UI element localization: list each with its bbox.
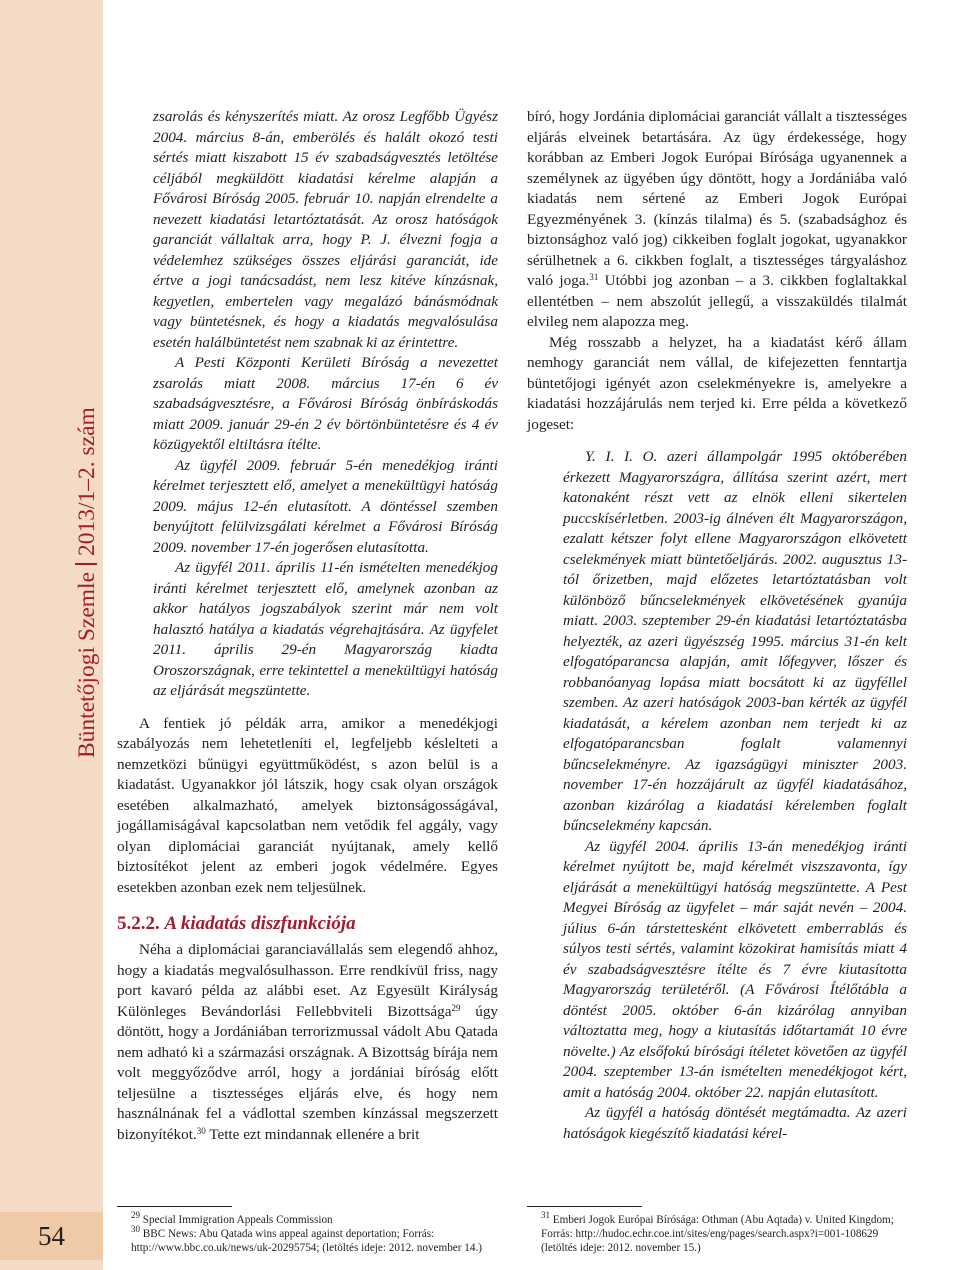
footnote-ref: 29 <box>451 1002 461 1013</box>
issue-label: 2013/1–2. szám <box>74 407 100 556</box>
footnote: $^{30}$ BBC News: Abu Qatada wins appeal against deportation; Forrás: http://www.bbc.co.uk/news/uk-20295754; (letöltés ideje: 2012. november 14.) <box>131 1224 482 1254</box>
journal-name: Büntetőjogi Szemle <box>74 571 100 758</box>
case-paragraph: Az ügyfél 2009. február 5-én menedékjog iránti kérelmet terjesztett elő, amelyet a menekültügyi hatóság 2009. május 12-én elutasított. A döntéssel szemben benyújtott felülvizsgálati kérelmet a Fővárosi Bíróság 2009. november 17-én jogerősen elutasította. <box>153 456 498 556</box>
body-paragraph: Még rosszabb a helyzet, ha a kiadatást kérő állam nemhogy garanciát nem vállal, de kifejezetten fenntartja büntetőjogi igényét azon cselekményekre is, amelyekre a kiadatási hozzájárulás nem terjed ki. Erre példa a következő jogeset: <box>527 333 907 433</box>
case-paragraph: zsarolás és kényszerítés miatt. Az orosz Legfőbb Ügyész 2004. március 8-án, emberölés és halált okozó testi sértés miatt kiszabott 15 év szabadságvesztés letöltése céljából megküldött kiadatási kérelme alapján a Fővárosi Bíróság 2005. február 10. napján elrendelte a nevezett kiadatási letartóztatását. Az orosz hatóságok garanciát vállaltak arra, hogy P. J. élvezni fogja a védelemhez szükséges összes eljárási garanciát, ide értve a jogi tanácsadást, nem lesz kitéve kínzásnak, kegyetlen, embertelen vagy megalázó bánásmódnak vagy büntetésnek, és hogy a kiadatás megvalósulása esetén halálbüntetést nem szabnak ki az érintettre. <box>153 108 498 351</box>
footnote-rule <box>117 1206 232 1207</box>
footnotes-right <box>527 1210 907 1255</box>
case-paragraph: Az ügyfél 2011. április 11-én ismételten menedékjog iránti kérelmet terjesztett elő, amelynek azonban az akkor hatályos jogszabályok szerint már nem volt halasztó hatálya a kiadatás végrehajtására. Az ügyfelet 2011. április 29-én Magyarország kiadta Oroszországnak, erre tekintettel a menekültügyi hatóság az eljárását megszüntette. <box>153 559 498 699</box>
footnote: $^{31}$ Emberi Jogok Európai Bírósága: Othman (Abu Aqtada) v. United Kingdom; Forrás: http://hudoc.echr.coe.int/sites/eng/pages/search.aspx?i=001-108629 (letöltés ideje: 2012. november 15.) <box>541 1210 894 1254</box>
section-heading <box>117 912 498 936</box>
title-separator <box>75 563 97 565</box>
case-paragraph: A Pesti Központi Kerületi Bíróság a nevezettet zsarolás miatt 2008. március 17-én 6 év szabadságvesztésre, a Fővárosi Bíróság önbíráskodás miatt 2009. január 29-én 2 év börtönbüntetésre és 4 év közügyektől eltiltásra ítélte. <box>153 354 498 453</box>
body-paragraph: bíró, hogy Jordánia diplomáciai garanciát vállalt a tisztességes eljárás elveinek betartására. Az ügy érdekessége, hogy korábban az Emberi Jogok Európai Bírósága ugyanennek a személynek az ügyében úgy döntött, hogy a Jordániába való kiadatás nem sértené az Emberi Jogok Európai Egyezményének 3. (kínzás tilalma) és 5. (szabadsághoz és biztonsághoz való jog) cikkeiben foglalt jogokat, ugyanakkor sérülhetnek a 6. cikkben foglalt, a tisztességes tárgyaláshoz való joga.$^{31}$ Utóbbi jog azonban – a 3. cikkben foglaltakkal ellentétben – nem abszolút jellegű, a visszaküldés tilalmát elvileg nem alapozza meg. <box>527 108 907 330</box>
case-paragraph: Y. I. I. O. azeri állampolgár 1995 októberében érkezett Magyarországra, állítása szerint azért, mert katonaként részt vett az elnök elleni sikertelen puccskísérletben. 2003-ig álnéven élt Magyarországon, ezalatt kétszer folyt ellene Magyarországon elkövetett cselekmények miatt büntetőeljárás. 2002. augusztus 13-tól őrizetben, majd előzetes letartóztatásban volt különböző bűncselekmények elkövetésének gyanúja miatt. 2003. szeptember 29-én kiadatási letartóztatásba helyezték, az azeri ügyészség 1995. március 31-én kelt elfogatóparancsa alapján, amit lőfegyver, lőszer és robbanóanyag lopása miatt bocsátott ki az ügyféllel szemben. Az azeri hatóságok 2003-ban kérték az ügyfél kiadatását, a kérelem azonban nem terjedt ki az elfogatóparancsban foglalt valamennyi bűncselekményre. Az igazságügyi miniszter 2003. november 17-én hozzájárult az ügyfél kiadatásához, azonban kizárólag a kiadatási kérelemben foglalt bűncselekmény kapcsán. <box>563 448 907 834</box>
left-column <box>117 107 498 1145</box>
case-paragraph: Az ügyfél 2004. április 13-án menedékjog iránti kérelmet nyújtott be, majd kérelmét viszszavonta, így eljárását a menekültügyi hatóság megszüntette. A Pest Megyei Bíróság az ügyfelet – már saját nevén – 2004. július 6-án társtettesként elkövetett emberrablás és súlyos testi sértés, valamint közokirat hamisítás miatt 4 év szabadságvesztésre ítélte és 7 évre kiutasította Magyarország területéről. (A Fővárosi Ítélőtábla a döntést 2005. október 6-án kizárólag annyiban változtatta meg, hogy a kiutasítás időtartamát 10 évre növelte.) Az elsőfokú bírósági ítéletet követően az ügyfél 2004. szeptember 13-án ismételten menedékjogot kért, amit a hatóság 2004. október 22. napján elutasított. <box>563 837 907 1101</box>
body-paragraph: Néha a diplomáciai garanciavállalás sem elegendő ahhoz, hogy a kiadatás megvalósulhasson. Erre rendkívül friss, nagy port kavaró példa az alábbi eset. Az Egyesült Királyság Különleges Bevándorlási Fellebbviteli Bizottsága$^{29}$ úgy döntött, hogy a Jordániában terrorizmussal vádolt Abu Qatada nem adható ki a származási országnak. A Bizottság bírája nem volt meggyőződve arról, hogy a jordániai bíróság előtt teljesülne a tisztességes eljárás elve, és hogy nem használnának fel a vádlottal szemben kínzással megszerzett bizonyítékot.$^{30}$ Tette ezt mindannak ellenére a brit <box>117 941 499 1143</box>
sidebar <box>0 0 103 1270</box>
footnote: $^{29}$ Special Immigration Appeals Commission <box>131 1210 333 1226</box>
journal-title <box>74 407 101 758</box>
case-block-right <box>563 447 907 1144</box>
right-column <box>527 107 907 1144</box>
footnote-rule <box>527 1206 642 1207</box>
case-paragraph: Az ügyfél a hatóság döntését megtámadta. Az azeri hatóságok kiegészítő kiadatási kérel- <box>563 1104 907 1142</box>
case-block-left <box>153 107 498 702</box>
footnotes-left <box>117 1210 502 1255</box>
page-number: 54 <box>0 1212 103 1260</box>
body-paragraph: A fentiek jó példák arra, amikor a menedékjogi szabályozás nem lehetetleníti el, legfeljebb késlelteti a nemzetközi bűnügyi együttműködést, s azon belül is a kiadatást. Ugyanakkor jól látszik, hogy csak olyan országok esetében alkalmazható, amelyek biztonságosságával, jogállamiságával kapcsolatban nem vetődik fel aggály, vagy olyan diplomáciai garanciát nyújtanak, amely kellő biztosítékot jelent az emberi jogok védelmére. Egyes esetekben azonban ezek nem teljesülnek. <box>117 714 498 896</box>
footnote-ref: 31 <box>589 272 599 282</box>
section-number: 5.2.2. <box>117 913 160 934</box>
section-title: A kiadatás diszfunkciója <box>164 913 356 934</box>
footnote-ref: 30 <box>196 1125 206 1136</box>
